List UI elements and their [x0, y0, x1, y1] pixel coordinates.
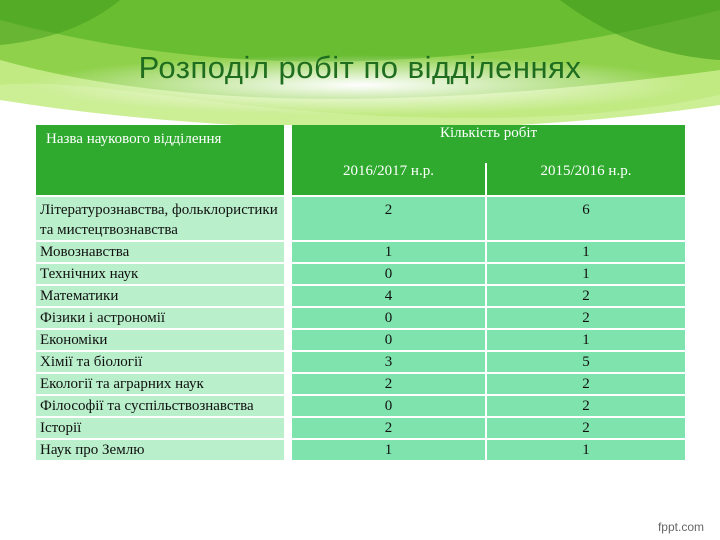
count-2015-2016: 2: [486, 307, 685, 329]
count-2016-2017: 0: [288, 263, 486, 285]
table-subheader-row: [36, 163, 685, 196]
count-2015-2016: 2: [486, 373, 685, 395]
department-name: Філософії та суспільствознавства: [36, 395, 288, 417]
department-name: Історії: [36, 417, 288, 439]
count-2015-2016: 2: [486, 417, 685, 439]
department-name: Хімії та біології: [36, 351, 288, 373]
table-row: [36, 439, 685, 460]
department-name: Мовознавства: [36, 241, 288, 263]
works-table: [36, 125, 685, 460]
header-year-2015-2016: 2015/2016 н.р.: [486, 163, 685, 196]
department-name: Екології та аграрних наук: [36, 373, 288, 395]
header-works-count: Кількість робіт: [288, 125, 685, 163]
header-blank-cell: [36, 163, 288, 196]
count-2015-2016: 1: [486, 263, 685, 285]
count-2016-2017: 0: [288, 329, 486, 351]
count-2016-2017: 2: [288, 373, 486, 395]
count-2016-2017: 2: [288, 417, 486, 439]
department-name: Фізики і астрономії: [36, 307, 288, 329]
count-2015-2016: 2: [486, 285, 685, 307]
count-2016-2017: 3: [288, 351, 486, 373]
table-row: [36, 373, 685, 395]
count-2015-2016: 1: [486, 241, 685, 263]
department-name: Наук про Землю: [36, 439, 288, 460]
table-row: [36, 285, 685, 307]
department-name: Економіки: [36, 329, 288, 351]
header-year-2016-2017: 2016/2017 н.р.: [288, 163, 486, 196]
table-row: [36, 307, 685, 329]
table-row: [36, 263, 685, 285]
department-name: Технічних наук: [36, 263, 288, 285]
slide-title: Розподіл робіт по відділеннях: [138, 50, 582, 85]
count-2015-2016: 2: [486, 395, 685, 417]
header-department-name: Назва наукового відділення: [36, 125, 288, 163]
count-2016-2017: 0: [288, 395, 486, 417]
table-row: [36, 351, 685, 373]
table-row: [36, 417, 685, 439]
count-2015-2016: 1: [486, 329, 685, 351]
count-2016-2017: 1: [288, 439, 486, 460]
department-name: Літературознавства, фольклористики та мистецтвознавства: [36, 196, 288, 241]
count-2015-2016: 1: [486, 439, 685, 460]
count-2015-2016: 6: [486, 196, 685, 241]
table-row: [36, 329, 685, 351]
count-2016-2017: 0: [288, 307, 486, 329]
count-2015-2016: 5: [486, 351, 685, 373]
department-name: Математики: [36, 285, 288, 307]
table-row: [36, 395, 685, 417]
table-row: [36, 196, 685, 241]
table-row: [36, 241, 685, 263]
count-2016-2017: 2: [288, 196, 486, 241]
count-2016-2017: 1: [288, 241, 486, 263]
watermark: fppt.com: [657, 520, 704, 534]
count-2016-2017: 4: [288, 285, 486, 307]
table-header-row: [36, 125, 685, 163]
